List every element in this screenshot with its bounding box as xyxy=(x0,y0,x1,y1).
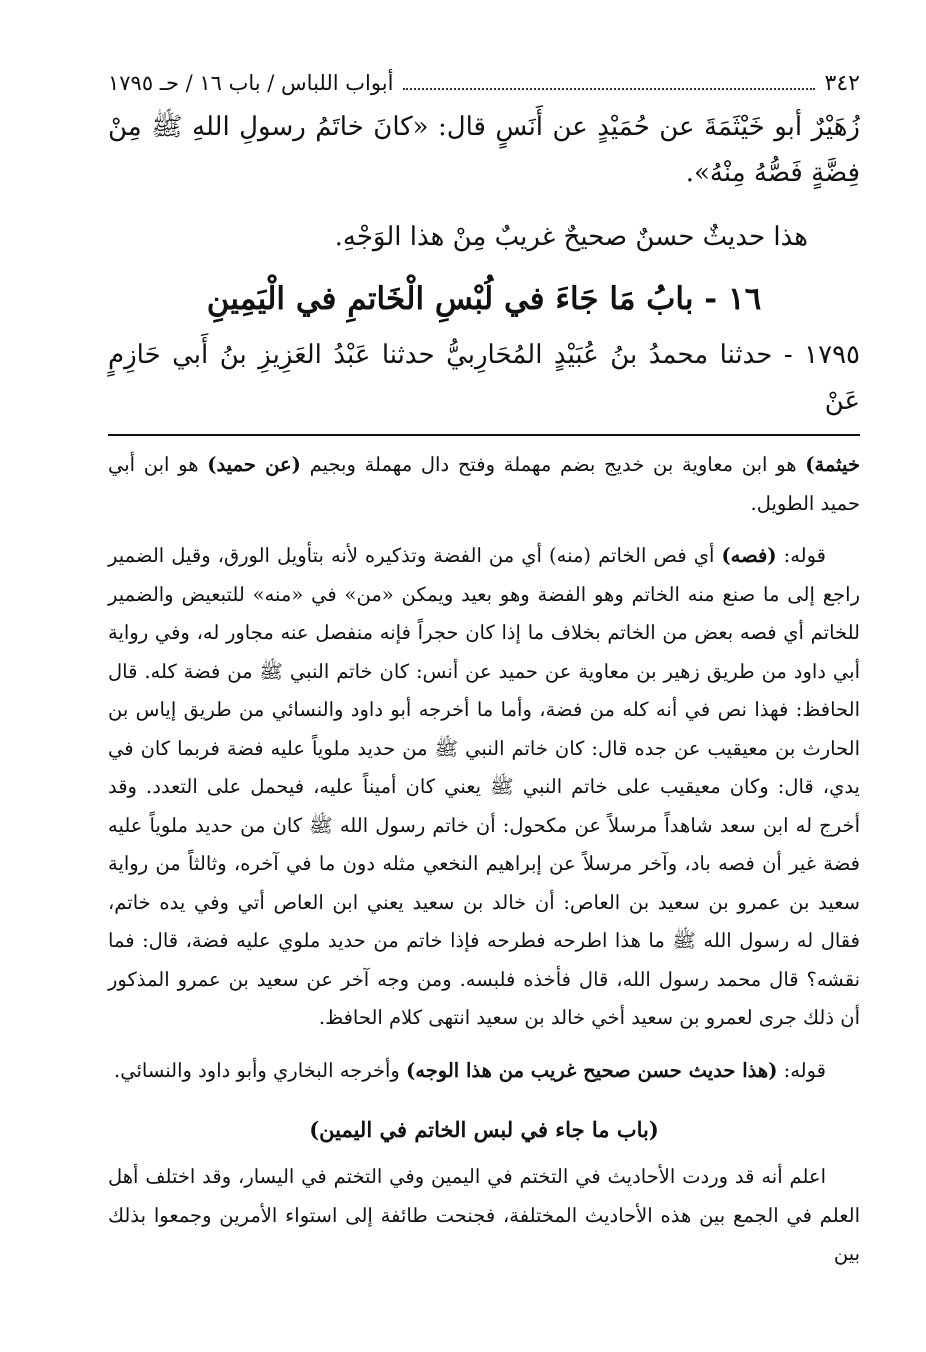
header-dotted-leader xyxy=(403,74,814,90)
note-grading xyxy=(108,1052,860,1091)
note-term: (فصه) xyxy=(721,544,777,567)
note-fassuhu xyxy=(108,537,860,1038)
note-khaythama xyxy=(108,446,860,523)
note-lead: قوله: xyxy=(777,1058,826,1082)
hadith-1795-start: ١٧٩٥ - حدثنا محمدُ بنُ عُبَيْدٍ المُحَارِبيُّ حدثنا عَبْدُ العَزِيزِ بنُ أَبي حَازِمٍ عَنْ xyxy=(108,340,860,416)
note-term: (عن حميد) xyxy=(207,453,301,476)
note-text: هو ابن أبي حميد الطويل. xyxy=(108,453,860,515)
running-header xyxy=(108,68,860,98)
note-text: وأخرجه البخاري وأبو داود والنسائي. xyxy=(114,1058,407,1082)
commentary xyxy=(108,446,860,1274)
footnote-divider xyxy=(108,434,860,436)
note-text: أي فص الخاتم (منه) أي من الفضة وتذكيره لأنه بتأويل الورق، وقيل الضمير راجع إلى ما صنع منه الخاتم وهو الفضة وهو بعيد ويمكن «من» في «منه» للتبعيض والضمير للخاتم أي فصه بعض من الخاتم بخلاف ما إذا كان حجراً فإنه منفصل عنه مجاور له، وفي رواية أبي داود من طريق زهير بن معاوية عن حميد عن أنس: كان خاتم النبي ﷺ من فضة كله. قال الحافظ: فهذا نص في أنه كله من فضة، وأما ما أخرجه أبو داود والنسائي من طريق إياس بن الحارث بن معيقيب عن جده قال: كان خاتم النبي ﷺ من حديد ملوياً عليه فضة فربما كان في يدي، قال: وكان معيقيب على خاتم النبي ﷺ يعني كان أميناً عليه، فيحمل على التعدد. وقد أخرج له ابن سعد شاهداً مرسلاً عن مكحول: أن خاتم رسول الله ﷺ كان من حديد ملوياً عليه فضة غير أن فصه باد، وآخر مرسلاً عن إبراهيم النخعي مثله دون ما في آخره، وثالثاً من رواية سعيد بن عمرو بن سعيد بن العاص: أن خالد بن سعيد يعني ابن العاص أتي وفي يده خاتم، فقال له رسول الله ﷺ ما هذا اطرحه فطرحه فإذا خاتم من حديد ملوي عليه فضة، قال: فما نقشه؟ قال محمد رسول الله، قال فأخذه فلبسه. ومن وجه آخر عن سعيد بن عمرو المذكور أن ذلك جرى لعمرو بن سعيد أخي خالد بن سعيد انتهى كلام الحافظ. xyxy=(108,544,860,1029)
note-chapter-intro: اعلم أنه قد وردت الأحاديث في التختم في اليمين وفي التختم في اليسار، وقد اختلف أهل العلم في الجمع بين هذه الأحاديث المختلفة، فجنحت طائفة إلى استواء الأمرين وجمعوا بذلك بين xyxy=(108,1165,860,1265)
note-term: خيثمة) xyxy=(805,453,860,476)
page-number: ٣٤٢ xyxy=(824,71,860,96)
note-lead: قوله: xyxy=(776,544,826,567)
note-text: هو ابن معاوية بن خديج بضم مهملة وفتح دال مهملة وبجيم xyxy=(300,453,806,476)
note-term: (هذا حديث حسن صحيح غريب من هذا الوجه) xyxy=(406,1058,778,1082)
book-page xyxy=(108,68,860,1274)
chapter-title: ١٦ - بابُ مَا جَاءَ في لُبْسِ الْخَاتمِ في الْيَمِينِ xyxy=(206,281,762,317)
hadith-text-continued: زُهَيْرٌ أبو خَيْثَمَةَ عن حُمَيْدٍ عن أَنَسٍ قال: «كانَ خاتَمُ رسولِ اللهِ ﷺ مِنْ فِضَّةٍ فَصُّهُ مِنْهُ». xyxy=(108,112,860,188)
main-text xyxy=(108,104,860,424)
commentary-subheading: (باب ما جاء في لبس الخاتم في اليمين) xyxy=(309,1117,659,1142)
hadith-grading: هذا حديثٌ حسنٌ صحيحٌ غريبٌ مِنْ هذا الوَجْهِ. xyxy=(334,222,808,252)
running-title: أبواب اللباس / باب ١٦ / حـ ١٧٩٥ xyxy=(108,71,394,95)
